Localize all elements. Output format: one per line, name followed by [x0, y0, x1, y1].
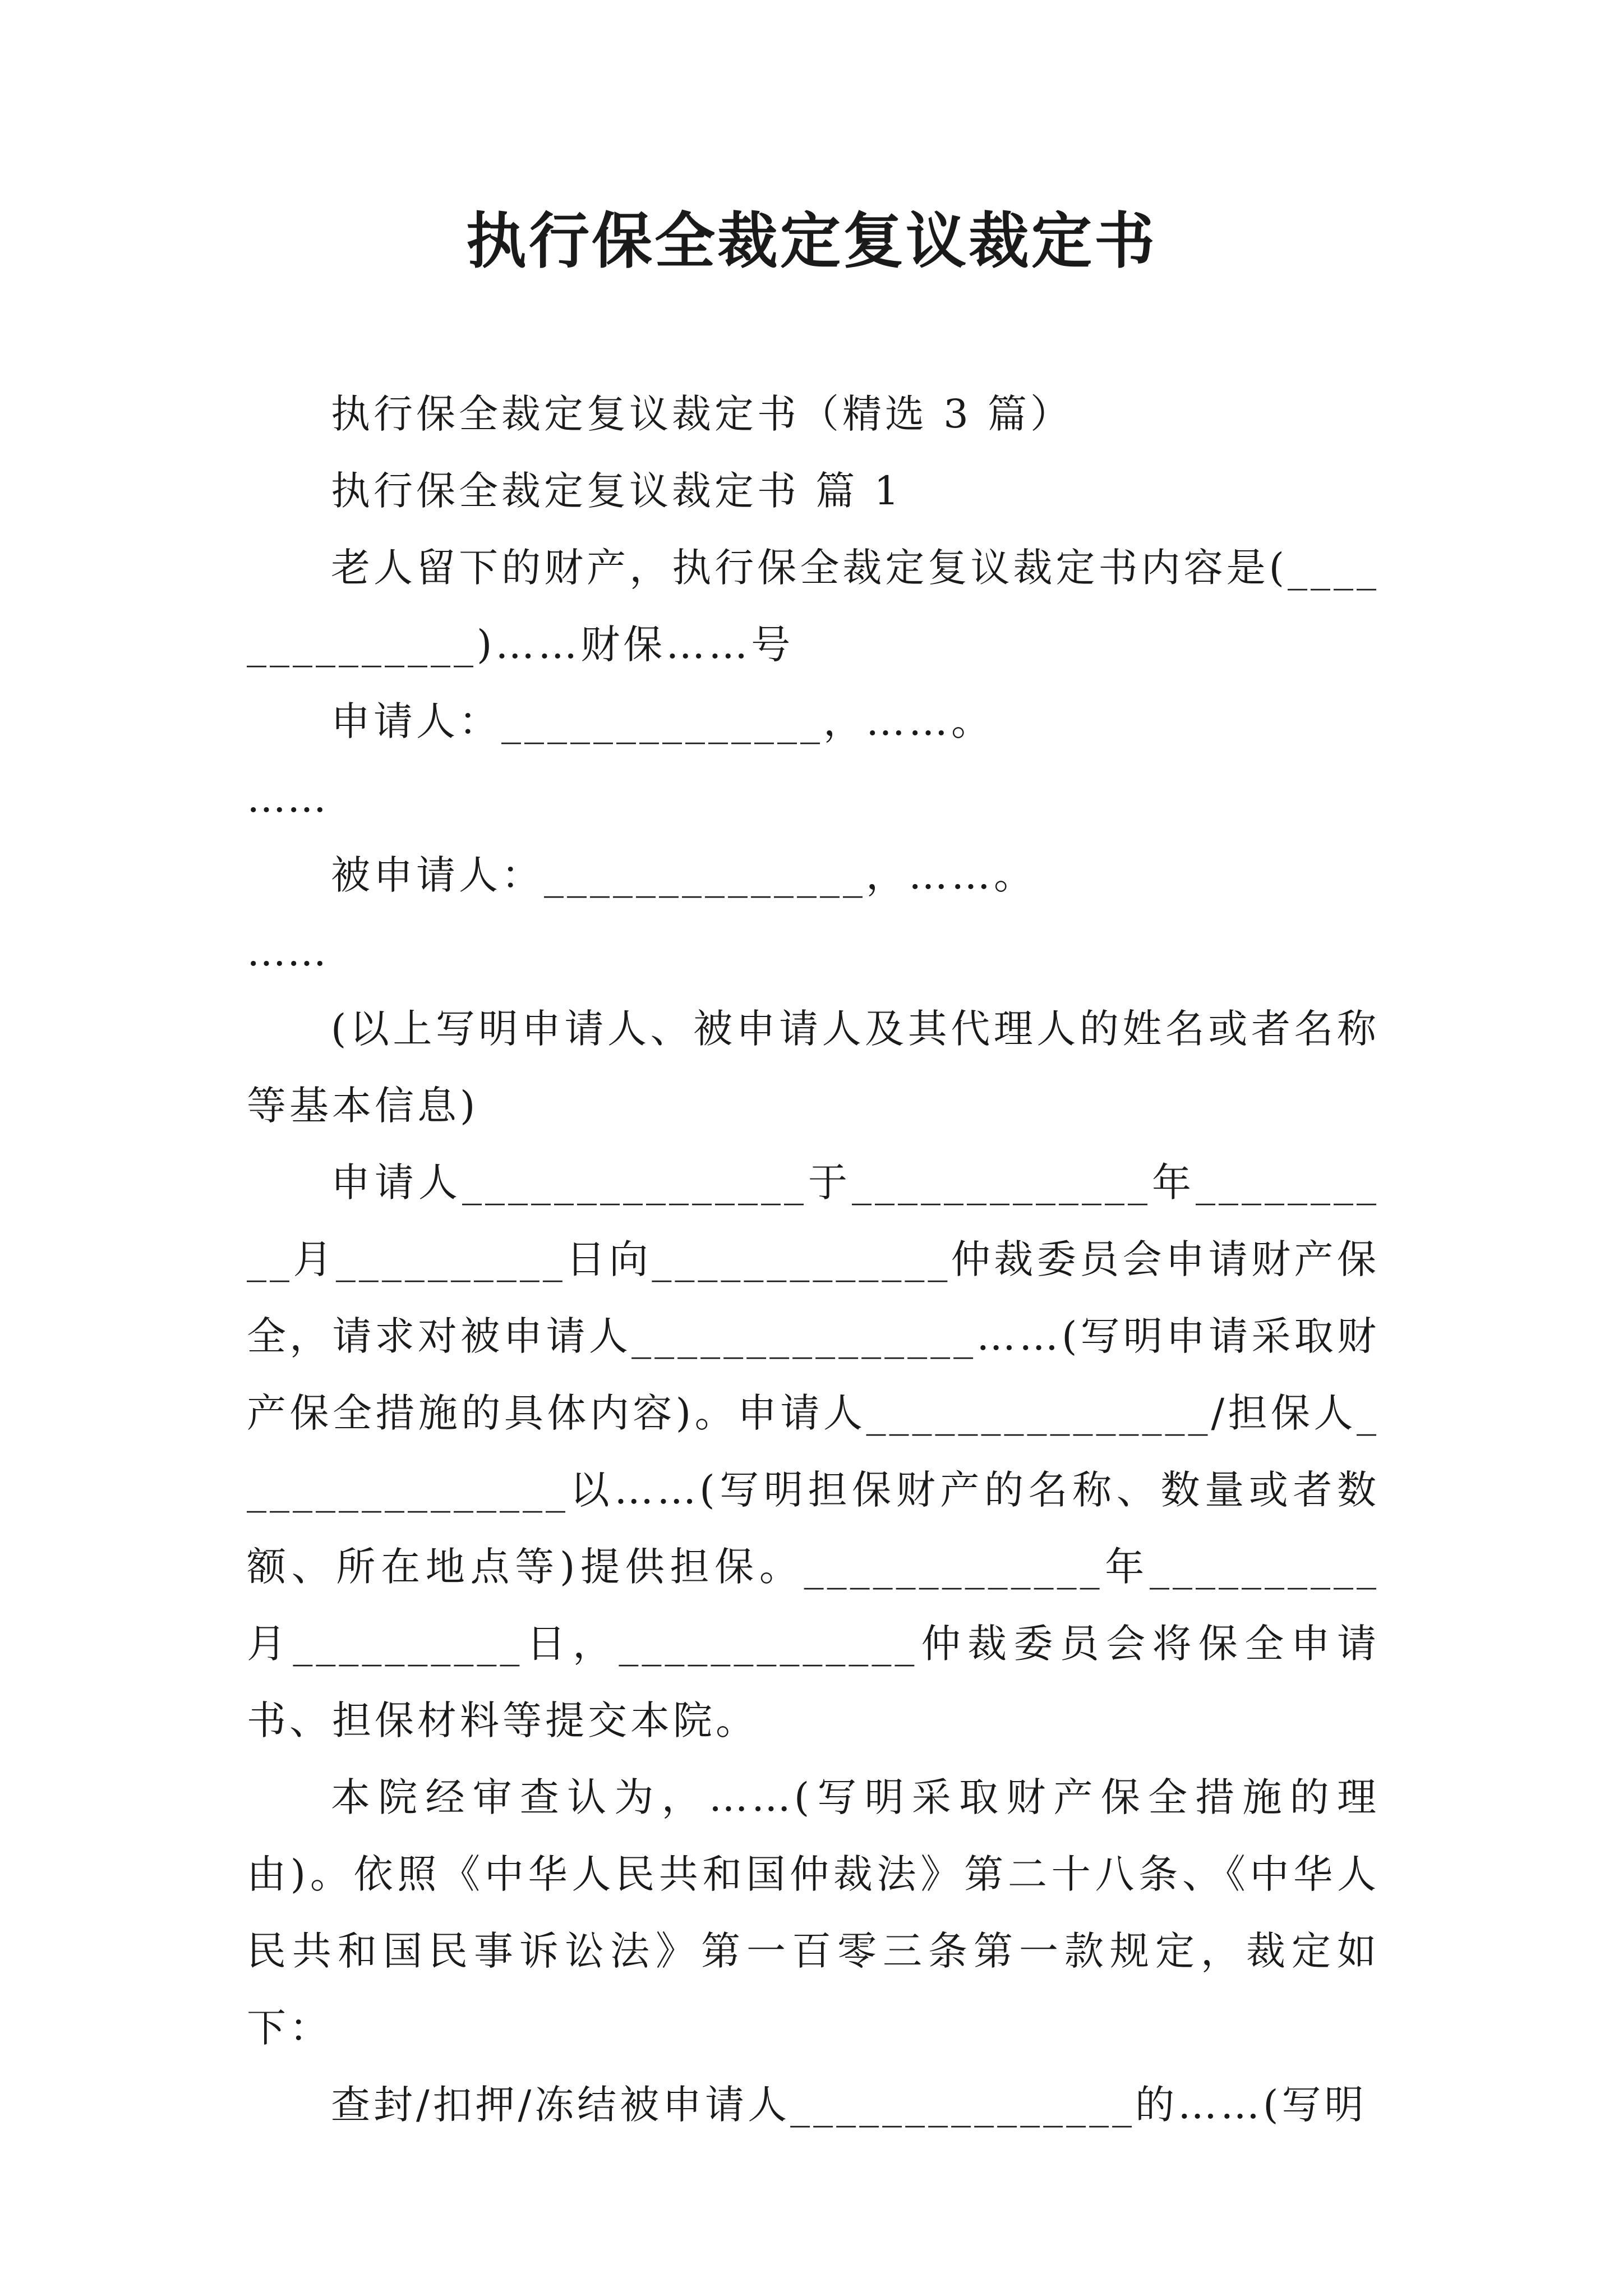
- respondent-line: 被申请人：______________，……。: [331, 852, 1036, 898]
- paragraph: 本院经审查认为，……(写明采取财产保全措施的理由)。依照《中华人民共和国仲裁法》第二十八条、《中华人民共和国民事诉讼法》第一百零三条第一款规定，裁定如下：: [247, 1774, 1380, 2051]
- ellipsis-line: ……: [247, 929, 328, 975]
- ellipsis-line: ……: [247, 775, 328, 821]
- applicant-line: 申请人：______________，……。: [331, 698, 994, 744]
- paragraph: (以上写明申请人、被申请人及其代理人的姓名或者名称等基本信息): [247, 1006, 1380, 1129]
- paragraph: 申请人_______________于_____________年__________月__________日向_____________仲裁委员会申请财产保全，请求对被申请人_______________……(写明申请采取财产保全措施的具体内容)。申请人_______________/担保人_______________以……(写明担保财产的名称、数量或者数额、所在地点等)提供担保。_____________年__________月__________日，_____________仲裁委员会将保全申请书、担保材料等提交本院。: [247, 1159, 1380, 1743]
- subtitle-line: 执行保全裁定复议裁定书（精选 3 篇）: [331, 391, 1073, 437]
- document-title: 执行保全裁定复议裁定书: [465, 206, 1157, 277]
- paragraph: 查封/扣押/冻结被申请人_______________的……(写明: [331, 2082, 1367, 2128]
- paragraph: 老人留下的财产，执行保全裁定复议裁定书内容是(______________)……财保……号: [247, 545, 1380, 668]
- section-heading: 执行保全裁定复议裁定书 篇 1: [331, 468, 903, 514]
- document-body: [247, 376, 1380, 2143]
